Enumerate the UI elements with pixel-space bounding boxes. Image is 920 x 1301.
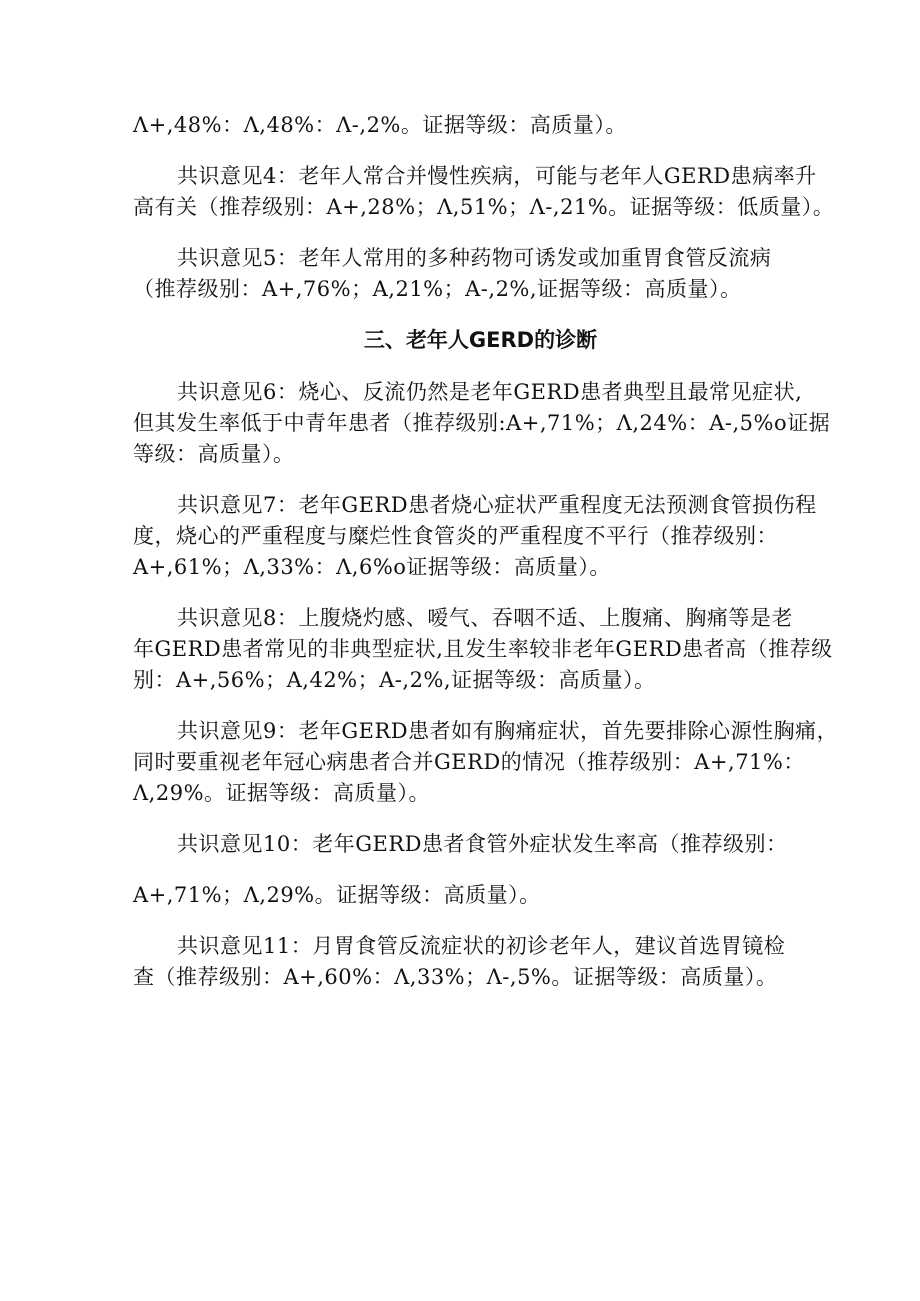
paragraph-line: 年GERD患者常见的非典型症状,且发生率较非老年GERD患者高（推荐级 xyxy=(133,637,833,661)
paragraph-line: 共识意见10：老年GERD患者食管外症状发生率高（推荐级别： xyxy=(177,832,788,856)
paragraph-line: 共识意见5：老年人常用的多种药物可诱发或加重胃食管反流病 xyxy=(177,246,772,270)
consensus-4 xyxy=(133,161,835,223)
consensus-5 xyxy=(133,243,798,305)
consensus-11 xyxy=(133,931,798,993)
paragraph-line: Λ,29%。证据等级：高质量）。 xyxy=(133,781,431,805)
paragraph-line: 度，烧心的严重程度与糜烂性食管炎的严重程度不平行（推荐级别： xyxy=(133,524,778,548)
paragraph-line: A+,61%；Λ,33%：Λ,6%o证据等级：高质量）。 xyxy=(133,555,611,579)
consensus-9 xyxy=(133,716,839,809)
paragraph-line: 但其发生率低于中青年患者（推荐级别:A+,71%；Λ,24%：A-,5%o证据 xyxy=(133,411,831,435)
paragraph-line: 同时要重视老年冠心病患者合并GERD的情况（推荐级别：A+,71%： xyxy=(133,750,805,774)
consensus-8 xyxy=(133,603,833,696)
paragraph-line: 共识意见6：烧心、反流仍然是老年GERD患者典型且最常见症状, xyxy=(177,380,803,404)
consensus-7 xyxy=(133,490,817,583)
paragraph-continuation: Λ+,48%：Λ,48%：Λ-,2%。证据等级：高质量）。 xyxy=(133,113,627,137)
paragraph-line: 共识意见4：老年人常合并慢性疾病，可能与老年人GERD患病率升 xyxy=(177,164,817,188)
paragraph-line: 别：A+,56%；A,42%；A-,2%,证据等级：高质量）。 xyxy=(133,668,656,692)
paragraph-line: 共识意见9：老年GERD患者如有胸痛症状，首先要排除心源性胸痛， xyxy=(177,719,839,743)
paragraph-line: 共识意见8：上腹烧灼感、嗳气、吞咽不适、上腹痛、胸痛等是老 xyxy=(177,606,793,630)
consensus-6 xyxy=(133,377,831,470)
paragraph-line: 共识意见11：月胃食管反流症状的初诊老年人，建议首选胃镜检 xyxy=(177,934,786,958)
paragraph-line: 查（推荐级别：A+,60%：Λ,33%；Λ-,5%。证据等级：高质量）。 xyxy=(133,965,778,989)
section-heading: 三、老年人GERD的诊断 xyxy=(363,328,598,352)
consensus-10 xyxy=(133,829,798,911)
paragraph-line: 等级：高质量）。 xyxy=(133,442,295,466)
paragraph-line: A+,71%；Λ,29%。证据等级：高质量）。 xyxy=(133,883,541,907)
paragraph-line: 高有关（推荐级别：A+,28%；Λ,51%；Λ-,21%。证据等级：低质量）。 xyxy=(133,195,835,219)
paragraph-line: （推荐级别：A+,76%；A,21%；A-,2%,证据等级：高质量）。 xyxy=(133,277,742,301)
paragraph-line: 共识意见7：老年GERD患者烧心症状严重程度无法预测食管损伤程 xyxy=(177,493,817,517)
